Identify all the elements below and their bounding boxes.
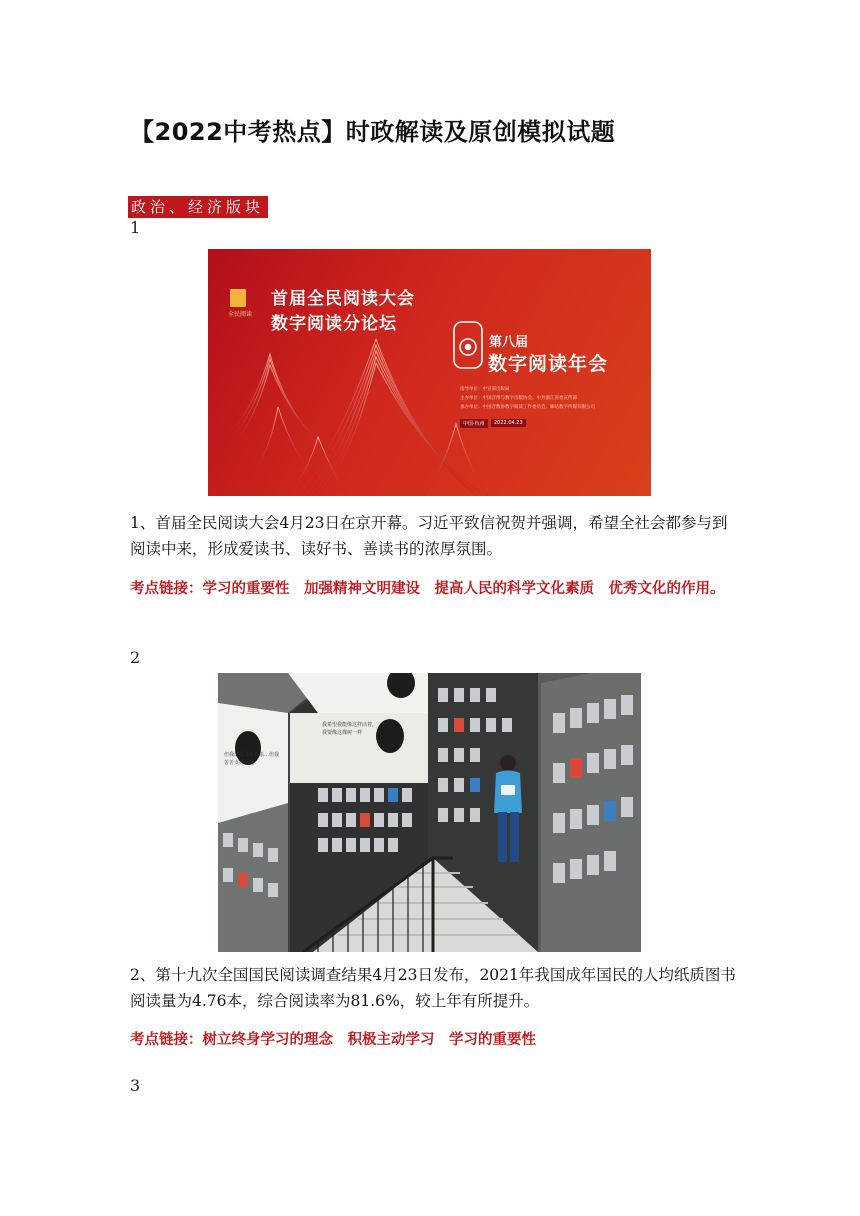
poster-badge-small: 第八届 — [489, 335, 529, 350]
bookstore-photo-image — [218, 673, 641, 952]
section-tag: 政治、经济版块 — [128, 196, 268, 218]
poster-logo-text: 全民阅读 — [227, 311, 252, 318]
wall-poem-right: 我希望我能像这样活着，我要像这棵树一样 — [322, 722, 378, 736]
poster-date: 2022.04.23 — [491, 419, 526, 427]
poster-sponsor-line: 指导单位：中宣部出版局 — [460, 387, 510, 392]
poster-badge-big: 数字阅读年会 — [488, 353, 609, 375]
reading-conference-poster-image — [208, 249, 651, 496]
bookstore-scene-graphic — [218, 673, 641, 952]
item-2-text: 2、第十九次全国国民阅读调查结果4月23日发布，2021年我国成年国民的人均纸质图书阅读量为4.76本，综合阅读率为81.6%，较上年有所提升。 — [130, 966, 736, 1010]
wall-poem-left: 但我最终没有自杀…但我苦苦支撑至此 — [224, 752, 280, 766]
item-number-3: 3 — [130, 1076, 141, 1095]
poster-place-label: 中国·杭州 — [460, 419, 488, 428]
item-number-2: 2 — [130, 648, 141, 667]
poster-sponsor-line: 承办单位：中国音数协数字阅读工作委员会、咪咕数字传媒有限公司 — [460, 405, 595, 410]
page-title: 【2022中考热点】时政解读及原创模拟试题 — [130, 118, 616, 146]
item-2-exam-point: 考点链接：树立终身学习的理念 积极主动学习 学习的重要性 — [130, 1032, 536, 1048]
poster-heading-line2: 数字阅读分论坛 — [271, 314, 397, 334]
poster-sponsor-line: 主办单位：中国音像与数字出版协会、中共浙江省委宣传部 — [460, 396, 577, 401]
poster-heading-line1: 首届全民阅读大会 — [271, 289, 415, 309]
item-1-text: 1、首届全民阅读大会4月23日在京开幕。习近平致信祝贺并强调，希望全社会都参与到阅读中来，形成爱读书、读好书、善读书的浓厚氛围。 — [130, 514, 728, 558]
item-1-exam-point: 考点链接：学习的重要性 加强精神文明建设 提高人民的科学文化素质 优秀文化的作用。 — [130, 581, 725, 597]
item-number-1: 1 — [130, 218, 141, 237]
